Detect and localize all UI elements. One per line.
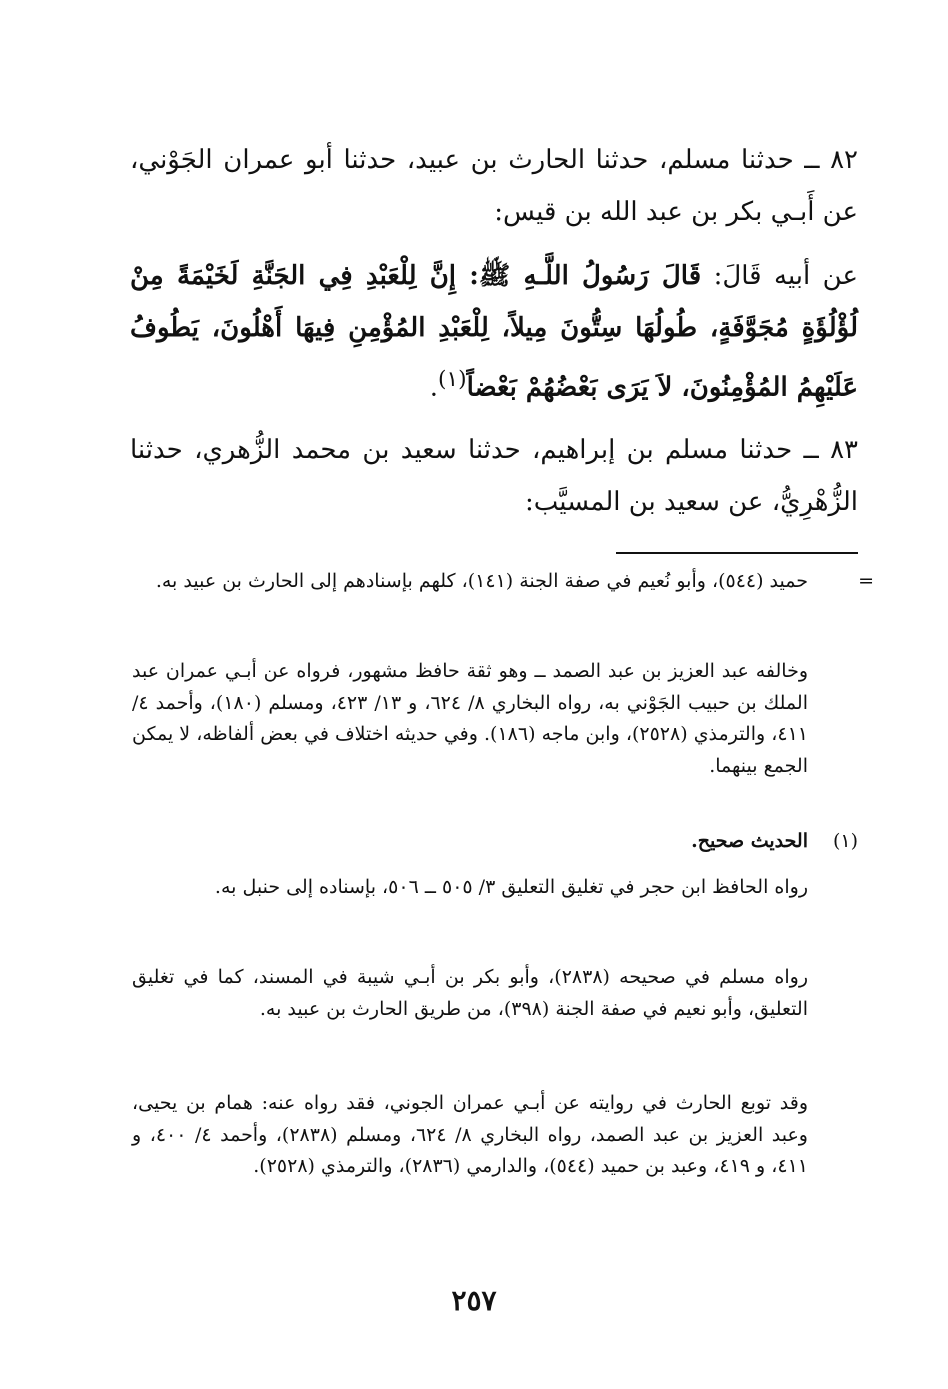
footnote-1-paragraph-2: رواه مسلم في صحيحه (٢٨٣٨)، وأبو بكر بن أبـي شيبة في المسند، كما في تغليق التعليق، وأبو نعيم في صفة الجنة (٣٩٨)، من طريق الحارث بن عبيد به. — [132, 966, 808, 1020]
page-number: ٢٥٧ — [451, 1284, 497, 1317]
footnote-reference[interactable]: (١) — [438, 367, 467, 392]
footnote-1-paragraph-1: رواه الحافظ ابن حجر في تغليق التعليق ٣/ ٥٠٥ ــ ٥٠٦، بإسناده إلى حنبل به. — [214, 876, 808, 898]
footnote-separator — [616, 552, 858, 554]
footnote-1-title: الحديث صحيح. — [691, 830, 808, 852]
hadith-82-end: . — [429, 372, 439, 403]
footnote-1-marker: (١) — [832, 830, 858, 852]
hadith-83-isnad: ٨٣ ــ حدثنا مسلم بن إبراهيم، حدثنا سعيد بن محمد الزُّهري، حدثنا الزُّهْرِيُّ، عن سعيد بن المسيَّب: — [130, 435, 858, 517]
footnote-continuation-1: حميد (٥٤٤)، وأبو نُعيم في صفة الجنة (١٤١)، كلهم بإسنادهم إلى الحارث بن عبيد به. — [155, 570, 808, 592]
hadith-82-intro: عن أبيه قَالَ: — [701, 261, 858, 291]
footnote-1-paragraph-3: وقد توبع الحارث في روايته عن أبـي عمران الجوني، فقد رواه عنه: همام بن يحيى، وعبد العزيز بن عبد الصمد، رواه البخاري ٨/ ٦٢٤، ومسلم (٢٨٣٨)، وأحمد ٤/ ٤٠٠، و ٤١١، و ٤١٩، وعبد بن حميد (٥٤٤)، والدارمي (٢٨٣٦)، والترمذي (٢٥٢٨). — [132, 1092, 808, 1177]
hadith-82-matn: قَالَ رَسُولُ اللَّـهِ ﷺ: إِنَّ لِلْعَبْدِ فِي الجَنَّةِ لَخَيْمَةً مِنْ لُؤْلُؤَةٍ مُجَوَّفَةٍ، طُولُهَا سِتُّونَ مِيلاً، لِلْعَبْدِ المُؤْمِنِ فِيهَا أَهْلُونَ، يَطُوفُ عَلَيْهِمُ المُؤْمِنُونَ، لاَ يَرَى بَعْضُهُمْ بَعْضاً — [130, 261, 858, 403]
hadith-82-text — [130, 250, 858, 414]
footnote-continuation-2: وخالفه عبد العزيز بن عبد الصمد ــ وهو ثقة حافظ مشهور، فرواه عن أبـي عمران عبد الملك بن حبيب الجَوْني به، رواه البخاري ٨/ ٦٢٤، و ١٣/ ٤٢٣، ومسلم (١٨٠)، وأحمد ٤/ ٤١١، والترمذي (٢٥٢٨)، وابن ماجه (١٨٦). وفي حديثه اختلاف في بعض ألفاظه، لا يمكن الجمع بينهما. — [132, 660, 808, 777]
hadith-82-isnad: ٨٢ ــ حدثنا مسلم، حدثنا الحارث بن عبيد، حدثنا أبو عمران الجَوْني، عن أَبـي بكر بن عبد الله بن قيس: — [130, 145, 858, 227]
continuation-marker: = — [858, 570, 874, 592]
